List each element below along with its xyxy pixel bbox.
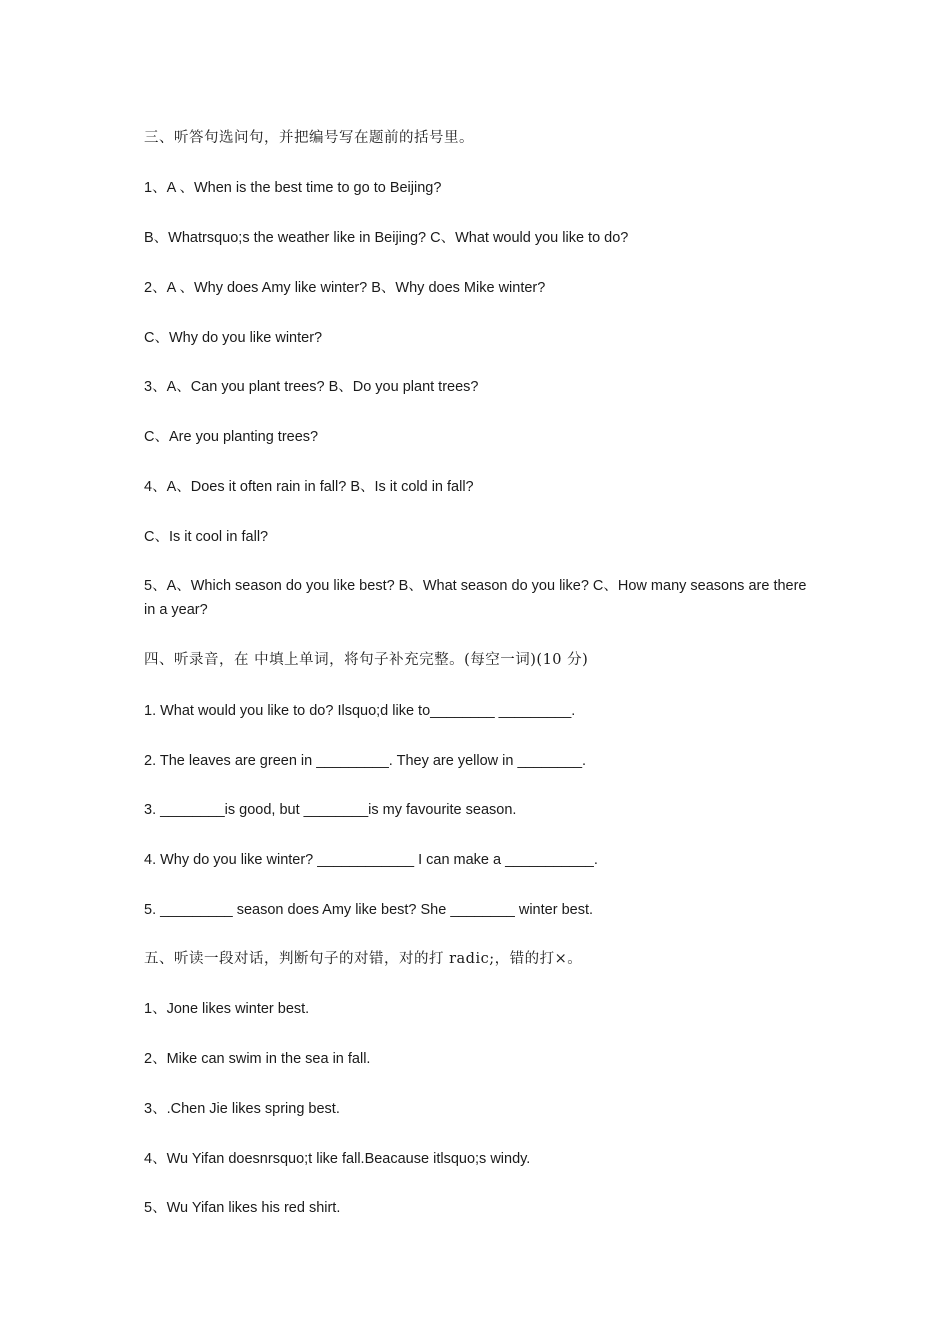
section-3-question-2-line: 2、A 、Why does Amy like winter? B、Why does Mike winter?: [144, 280, 546, 296]
section-3-question-4-options: C、Is it cool in fall?: [144, 529, 269, 545]
section-3-question-1-options: B、Whatrsquo;s the weather like in Beijing? C、What would you like to do?: [144, 230, 629, 246]
section-3-question-3-options: C、Are you planting trees?: [144, 429, 319, 445]
section-4-question-2: 2. The leaves are green in _________. They are yellow in ________.: [144, 753, 587, 769]
section-3-question-2-options: C、Why do you like winter?: [144, 330, 323, 346]
section-3-question-4-line: 4、A、Does it often rain in fall? B、Is it cold in fall?: [144, 479, 474, 495]
section-3-heading: 三、听答句选问句，并把编号写在题前的括号里。: [144, 130, 474, 146]
section-3-question-1-line: 1、A 、When is the best time to go to Beijing?: [144, 180, 442, 196]
section-4-heading: 四、听录音，在 中填上单词，将句子补充完整。(每空一词)(10 分): [144, 652, 589, 668]
section-5-statement-4: 4、Wu Yifan doesnrsquo;t like fall.Beacause itlsquo;s windy.: [144, 1151, 531, 1167]
section-3-question-3-line: 3、A、Can you plant trees? B、Do you plant trees?: [144, 379, 479, 395]
section-3-question-5-line: 5、A、Which season do you like best? B、What season do you like? C、How many seasons are there in a year?: [144, 578, 807, 618]
section-5-heading: 五、听读一段对话，判断句子的对错，对的打 radic;，错的打×。: [144, 951, 583, 967]
section-4-question-1: 1. What would you like to do? Ilsquo;d like to________ _________.: [144, 703, 576, 719]
section-5-statement-1: 1、Jone likes winter best.: [144, 1001, 310, 1017]
section-5-statement-3: 3、.Chen Jie likes spring best.: [144, 1101, 340, 1117]
section-4-question-5: 5. _________ season does Amy like best? She ________ winter best.: [144, 902, 594, 918]
section-5-statement-5: 5、Wu Yifan likes his red shirt.: [144, 1200, 341, 1216]
section-5-statement-2: 2、Mike can swim in the sea in fall.: [144, 1051, 371, 1067]
section-4-question-3: 3. ________is good, but ________is my favourite season.: [144, 802, 517, 818]
section-4-question-4: 4. Why do you like winter? ____________ I can make a ___________.: [144, 852, 598, 868]
